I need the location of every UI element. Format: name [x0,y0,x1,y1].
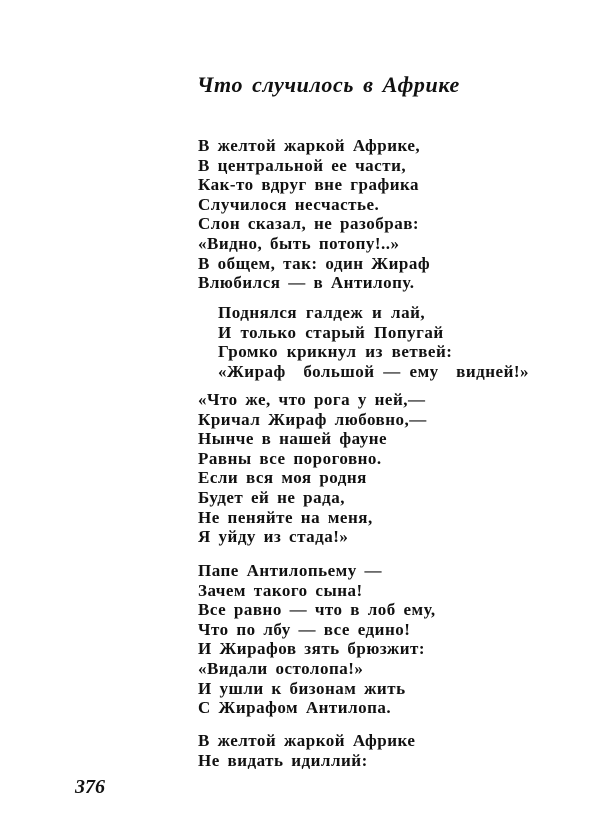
poem-line: Как-то вдруг вне графика [198,175,420,195]
poem-line: И ушли к бизонам жить [198,678,406,698]
poem-line: Нынче в нашей фауне [198,429,388,449]
poem-line: Не пеняйте на меня, [198,507,373,527]
poem-line: Папе Антилопьему — [198,561,383,580]
poem-line: В центральной ее части, [198,155,407,175]
poem-line: Случилося несчастье. [198,194,380,214]
stanza-4 [198,561,436,718]
poem-line: «Видно, быть потопу!..» [198,233,400,253]
poem-line: Я уйду из стада!» [198,527,349,547]
poem-line: Будет ей не рада, [198,487,345,507]
poem-line: В желтой жаркой Африке [198,731,416,750]
poem-line: В общем, так: один Жираф [198,253,431,273]
poem-line: Если вся моя родня [198,468,367,488]
poem-line: Кричал Жираф любовно,— [198,409,427,429]
poem-line: И Жирафов зять брюзжит: [198,639,426,659]
poem-line: «Жираф большой — ему видней!» [218,361,530,381]
poem-line: Поднялся галдеж и лай, [218,303,426,322]
poem-line: «Видали остолопа!» [198,658,364,678]
poem-line: Все равно — что в лоб ему, [198,600,436,620]
poem-line: Влюбился — в Антилопу. [198,273,415,293]
stanza-5 [198,731,415,770]
poem-line: Громко крикнул из ветвей: [218,342,453,362]
poem-line: Зачем такого сына! [198,580,363,600]
stanza-2 [218,303,529,381]
stanza-3 [198,390,427,547]
poem-line: Не видать идиллий: [198,750,368,770]
poem-line: «Что же, что рога у ней,— [198,390,426,409]
poem-line: С Жирафом Антилопа. [198,698,392,718]
poem-line: Слон сказал, не разобрав: [198,214,420,234]
poem-line: В желтой жаркой Африке, [198,136,421,155]
poem-title: Что случилось в Африке [197,72,460,97]
stanza-1 [198,136,430,293]
poem-line: И только старый Попугай [218,322,444,342]
poem-line: Равны все пороговно. [198,448,382,468]
page-number: 376 [75,776,105,798]
poem-line: Что по лбу — все едино! [198,619,411,639]
